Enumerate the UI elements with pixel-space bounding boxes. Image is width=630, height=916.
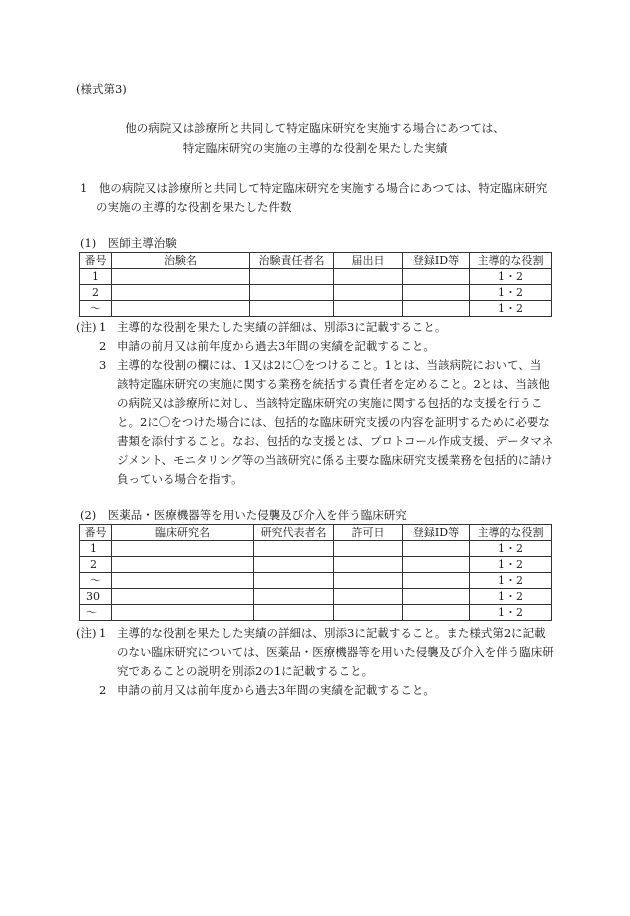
table-header-row [80, 253, 552, 269]
row-number-cell: ～ [80, 301, 112, 317]
study-name-cell [112, 573, 254, 589]
investigator-cell [250, 301, 334, 317]
table1-caption: (1) 医師主導治験 [80, 236, 177, 250]
section1-heading-line-2: の実施の主導的な役割を果たした件数 [96, 200, 292, 214]
row-number-cell: 1 [80, 541, 112, 557]
registration-id-cell [403, 541, 470, 557]
registration-id-cell [403, 285, 470, 301]
table-row [80, 301, 552, 317]
section1-heading-line-1: 1 他の病院又は診療所と共同して特定臨床研究を実施する場合にあつては、特定臨床研究 [80, 181, 548, 195]
notes2-item1-number: 1 [99, 626, 107, 640]
role-cell: 1・2 [470, 605, 552, 621]
row-number-cell: ～ [80, 573, 112, 589]
page-title-line-1: 他の病院又は診療所と共同して特定臨床研究を実施する場合にあつては、 [125, 121, 505, 135]
registration-id-cell [403, 573, 470, 589]
trial-name-cell [112, 269, 250, 285]
row-number-cell: 30 [80, 589, 112, 605]
header-cell: 登録ID等 [403, 525, 470, 541]
header-cell: 届出日 [334, 253, 403, 269]
header-cell: 許可日 [334, 525, 403, 541]
study-name-cell [112, 605, 254, 621]
role-cell: 1・2 [470, 557, 552, 573]
notes2-item2-number: 2 [99, 683, 107, 697]
header-cell: 番号 [80, 253, 112, 269]
form-label: (様式第3) [76, 82, 127, 96]
table-row [80, 541, 552, 557]
representative-cell [254, 589, 334, 605]
row-number-cell: 2 [80, 557, 112, 573]
notes1-item2-text: 申請の前月又は前年度から過去3年間の実績を記載すること。 [117, 339, 435, 353]
notes1-item2-number: 2 [99, 339, 107, 353]
date-cell [334, 589, 403, 605]
registration-id-cell [403, 557, 470, 573]
table-row [80, 557, 552, 573]
registration-id-cell [403, 605, 470, 621]
table-row [80, 573, 552, 589]
notes2-item1-line: 究であることの説明を別添2の1に記載すること。 [117, 664, 374, 678]
investigator-cell [250, 285, 334, 301]
representative-cell [254, 573, 334, 589]
notes1-item3-line: ジメント、モニタリング等の当該研究に係る主要な臨床研究支援業務を包括的に請け [117, 453, 553, 467]
notes2-item2-text: 申請の前月又は前年度から過去3年間の実績を記載すること。 [117, 683, 435, 697]
clinical-research-table [79, 524, 552, 621]
study-name-cell [112, 589, 254, 605]
notes1-item3-line: 主導的な役割の欄には、1又は2に〇をつけること。1とは、当該病院において、当 [117, 358, 542, 372]
notes1-item1-text: 主導的な役割を果たした実績の詳細は、別添3に記載すること。 [117, 320, 447, 334]
representative-cell [254, 557, 334, 573]
row-number-cell: ～ [80, 605, 112, 621]
header-cell: 主導的な役割 [470, 525, 552, 541]
study-name-cell [112, 557, 254, 573]
role-cell: 1・2 [470, 301, 552, 317]
date-cell [334, 573, 403, 589]
study-name-cell [112, 541, 254, 557]
notes1-item3-line: 書類を添付すること。なお、包括的な支援とは、プロトコール作成支援、データマネ [117, 434, 554, 448]
role-cell: 1・2 [470, 589, 552, 605]
row-number-cell: 2 [80, 285, 112, 301]
page-title-line-2: 特定臨床研究の実施の主導的な役割を果たした実績 [182, 141, 448, 155]
notes1-item3-line: の病院又は診療所に対し、当該特定臨床研究の実施に関する包括的な支援を行うこ [117, 396, 543, 410]
header-cell: 主導的な役割 [470, 253, 552, 269]
notes2-item1-line: 主導的な役割を果たした実績の詳細は、別添3に記載すること。また様式第2に記載 [117, 626, 546, 640]
row-number-cell: 1 [80, 269, 112, 285]
notes1-item3-line: 該特定臨床研究の実施に関する業務を統括する責任者を定めること。2とは、当該他 [117, 377, 550, 391]
notes2-item1-line: のない臨床研究については、医薬品・医療機器等を用いた侵襲及び介入を伴う臨床研 [117, 645, 554, 659]
table-row [80, 589, 552, 605]
notes1-prefix: (注) [76, 320, 97, 334]
table-row [80, 605, 552, 621]
notes1-item1-number: 1 [99, 320, 107, 334]
header-cell: 臨床研究名 [112, 525, 254, 541]
notes1-item3-line: 負っている場合を指す。 [117, 472, 243, 486]
table-header-row [80, 525, 552, 541]
notes1-item3-line: と。2に〇をつけた場合には、包括的な臨床研究支援の内容を証明するために必要な [117, 415, 550, 429]
registration-id-cell [403, 269, 470, 285]
date-cell [334, 285, 403, 301]
date-cell [334, 269, 403, 285]
notes1-item3-number: 3 [99, 358, 107, 372]
header-cell: 治験名 [112, 253, 250, 269]
header-cell: 登録ID等 [403, 253, 470, 269]
trial-name-cell [112, 285, 250, 301]
table-row [80, 269, 552, 285]
representative-cell [254, 605, 334, 621]
registration-id-cell [403, 589, 470, 605]
role-cell: 1・2 [470, 285, 552, 301]
role-cell: 1・2 [470, 541, 552, 557]
header-cell: 治験責任者名 [250, 253, 334, 269]
trial-name-cell [112, 301, 250, 317]
date-cell [334, 605, 403, 621]
role-cell: 1・2 [470, 269, 552, 285]
date-cell [334, 541, 403, 557]
date-cell [334, 557, 403, 573]
table2-caption: (2) 医薬品・医療機器等を用いた侵襲及び介入を伴う臨床研究 [80, 508, 407, 522]
registration-id-cell [403, 301, 470, 317]
investigator-cell [250, 269, 334, 285]
notes2-prefix: (注) [76, 626, 97, 640]
clinical-trial-table [79, 252, 552, 317]
role-cell: 1・2 [470, 573, 552, 589]
table-row [80, 285, 552, 301]
date-cell [334, 301, 403, 317]
representative-cell [254, 541, 334, 557]
header-cell: 研究代表者名 [254, 525, 334, 541]
header-cell: 番号 [80, 525, 112, 541]
